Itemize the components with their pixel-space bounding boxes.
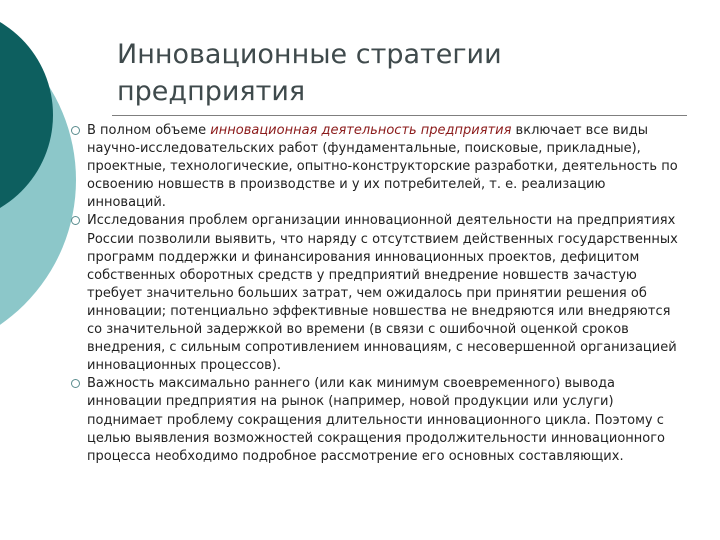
bullet-item-2 bbox=[70, 212, 686, 375]
ring-bullet-icon bbox=[71, 216, 80, 225]
ring-bullet-icon bbox=[71, 379, 80, 388]
bullet-item-1 bbox=[70, 122, 686, 212]
bullet-item-3 bbox=[70, 375, 686, 465]
bullet-list bbox=[70, 122, 686, 466]
bullet-3-text: Важность максимально раннего (или как минимум своевременного) вывода инновации предприятия на рынок (например, новой продукции или услуги) поднимает проблему сокращения длительности инновационного цикла. Поэтому с целью выявления возможностей сокращения продолжительности инновационного процесса необходимо подробное рассмотрение его основных составляющих. bbox=[87, 376, 666, 464]
slide-title-line-2: предприятия bbox=[117, 76, 306, 107]
bullet-1-text-start: В полном объеме bbox=[87, 123, 211, 138]
bullet-1-text-end: включает все виды научно-исследовательских работ (фундаментальные, поисковые, прикладные), проектные, технологические, опытно-конструкторские разработки, деятельность по освоению новшеств в производстве и у их потребителей, т. е. реализацию инноваций. bbox=[87, 123, 678, 211]
slide-title bbox=[117, 36, 677, 110]
bullet-1-highlight: инновационная деятельность предприятия bbox=[210, 123, 512, 138]
bullet-2-text: Исследования проблем организации инновационной деятельности на предприятиях России позволили выявить, что наряду с отсутствием действенных государственных программ поддержки и финансирования инновационных проектов, дефицитом собственных оборотных средств у предприятий внедрение новшеств зачастую требует значительно больших затрат, чем ожидалось при принятии решения об инновации; потенциально эффективные новшества не внедряются или внедряются со значительной задержкой во времени (в связи с ошибочной оценкой сроков внедрения, с сильным сопротивлением инновациям, с несовершенной организацией инновационных процессов). bbox=[87, 213, 678, 374]
slide-title-line-1: Инновационные стратегии bbox=[117, 39, 502, 70]
ring-bullet-icon bbox=[71, 126, 80, 135]
title-divider bbox=[112, 115, 687, 116]
